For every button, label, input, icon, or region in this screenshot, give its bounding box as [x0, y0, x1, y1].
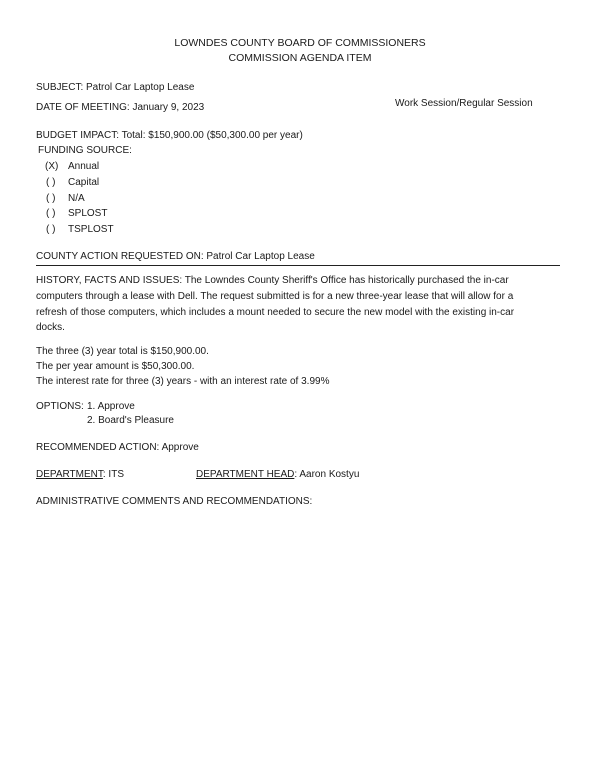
option-item: 1. Approve: [87, 401, 135, 412]
department-label: DEPARTMENT: [36, 469, 103, 480]
department-head-label: DEPARTMENT HEAD: [196, 469, 295, 480]
history-line: computers through a lease with Dell. The request submitted is for a new three-year lease that will allow for a: [36, 291, 514, 302]
date-of-meeting: DATE OF MEETING: January 9, 2023: [36, 102, 205, 113]
funding-option: Annual: [68, 161, 100, 172]
funding-option: N/A: [68, 193, 85, 204]
funding-mark: ( ): [46, 177, 56, 188]
funding-option: Capital: [68, 177, 100, 188]
funding-mark: ( ): [46, 224, 56, 235]
county-action: COUNTY ACTION REQUESTED ON: Patrol Car Laptop Lease: [36, 251, 315, 262]
divider: [36, 265, 560, 266]
history-line: refresh of those computers, which includes a mount needed to secure the new model with the existing in-car: [36, 307, 515, 318]
options-label: OPTIONS:: [36, 401, 84, 412]
fact-line: The three (3) year total is $150,900.00.: [36, 346, 209, 357]
funding-mark: ( ): [46, 208, 56, 219]
session-type: Work Session/Regular Session: [395, 98, 533, 109]
recommended-action: RECOMMENDED ACTION: Approve: [36, 442, 199, 453]
funding-mark: ( ): [46, 193, 56, 204]
subject: SUBJECT: Patrol Car Laptop Lease: [36, 82, 195, 93]
history-line: docks.: [36, 322, 65, 333]
header-subtitle: COMMISSION AGENDA ITEM: [228, 52, 372, 64]
funding-source-label: FUNDING SOURCE:: [38, 145, 132, 156]
department-head: [196, 469, 359, 481]
department-head-value: : Aaron Kostyu: [294, 469, 360, 480]
admin-comments: ADMINISTRATIVE COMMENTS AND RECOMMENDATIONS:: [36, 496, 313, 507]
option-item: 2. Board's Pleasure: [87, 415, 174, 426]
header-title: LOWNDES COUNTY BOARD OF COMMISSIONERS: [174, 37, 426, 49]
funding-option: TSPLOST: [68, 224, 114, 235]
department-value: : ITS: [102, 469, 124, 480]
funding-mark: (X): [45, 161, 59, 172]
funding-option: SPLOST: [68, 208, 108, 219]
fact-line: The per year amount is $50,300.00.: [36, 361, 195, 372]
department: [36, 469, 124, 481]
fact-line: The interest rate for three (3) years - with an interest rate of 3.99%: [36, 376, 330, 387]
budget-impact: BUDGET IMPACT: Total: $150,900.00 ($50,300.00 per year): [36, 130, 303, 141]
history-line: HISTORY, FACTS AND ISSUES: The Lowndes County Sheriff's Office has historically purchased the in-car: [36, 275, 509, 286]
